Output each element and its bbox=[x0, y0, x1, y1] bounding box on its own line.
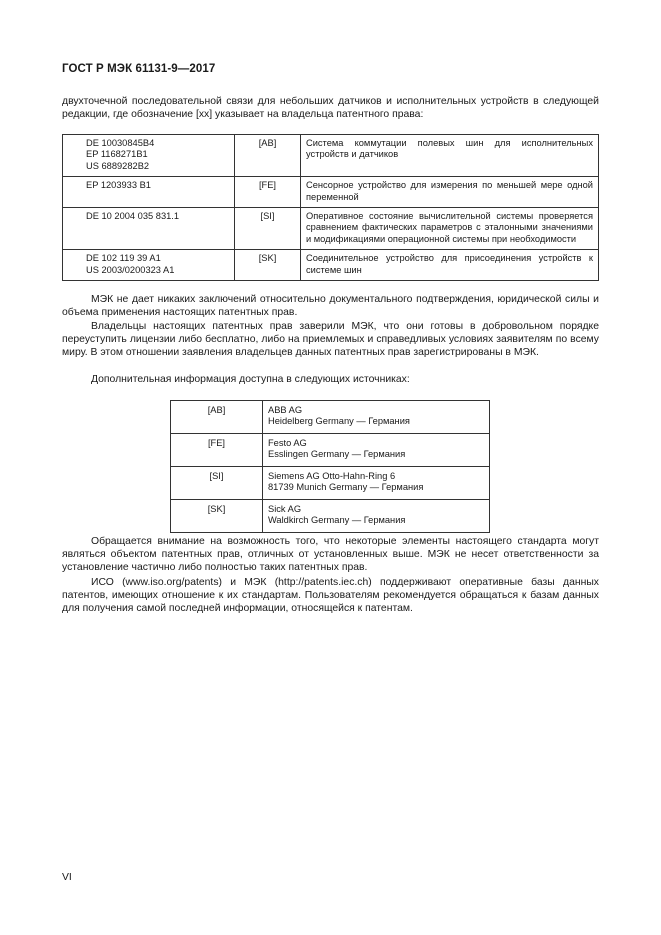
intro-paragraph: двухточечной последовательной связи для небольших датчиков и исполнительных устройств в следующей редакции, где обозначение [xx] указывает на владельца патентного права: bbox=[62, 96, 599, 121]
patent-description: Оперативное состояние вычислительной системы проверяется сравнением фактических параметров с эталонными значениями и модификациями операционной системы при необходимости bbox=[301, 208, 599, 250]
holder-code: [SI] bbox=[235, 208, 301, 250]
sources-paragraph: Дополнительная информация доступна в следующих источниках: bbox=[91, 374, 410, 385]
patent-numbers-cell bbox=[63, 250, 235, 281]
holder-code: [FE] bbox=[235, 177, 301, 208]
holder-name: Sick AG bbox=[268, 504, 302, 514]
table-row bbox=[171, 500, 490, 533]
holder-code: [SI] bbox=[171, 467, 263, 500]
databases-paragraph: ИСО (www.iso.org/patents) и МЭК (http://patents.iec.ch) поддерживают оперативные базы данных патентов, имеющих отношение к их стандартам. Пользователям рекомендуется обращаться к базам данных для получения самой последней информации, относящейся к патентам. bbox=[62, 577, 599, 615]
patent-number: DE 10030845B4 bbox=[86, 138, 155, 148]
patent-number: US 6889282B2 bbox=[86, 160, 150, 171]
patent-number: EP 1203933 B1 bbox=[86, 180, 151, 191]
patent-numbers-cell bbox=[63, 208, 235, 250]
holder-address bbox=[263, 467, 490, 500]
holder-code: [FE] bbox=[171, 434, 263, 467]
patent-description: Сенсорное устройство для измерения по меньшей мере одной переменной bbox=[301, 177, 599, 208]
table-row bbox=[171, 401, 490, 434]
patent-number: DE 10 2004 035 831.1 bbox=[86, 211, 180, 222]
page-header: ГОСТ Р МЭК 61131-9—2017 bbox=[62, 63, 216, 75]
patent-table bbox=[62, 134, 599, 281]
holder-table bbox=[170, 400, 490, 533]
patent-numbers-cell bbox=[63, 177, 235, 208]
holder-name: Festo AG bbox=[268, 438, 307, 448]
holder-code: [SK] bbox=[171, 500, 263, 533]
patent-description: Соединительное устройство для присоединения устройств к системе шин bbox=[301, 250, 599, 281]
holder-name: ABB AG bbox=[268, 405, 303, 415]
holder-location: Esslingen Germany — Германия bbox=[268, 449, 406, 460]
holder-code: [SK] bbox=[235, 250, 301, 281]
holder-location: Heidelberg Germany — Германия bbox=[268, 416, 410, 427]
holder-name: Siemens AG Otto-Hahn-Ring 6 bbox=[268, 471, 396, 481]
holder-address bbox=[263, 401, 490, 434]
licensing-paragraph: Владельцы настоящих патентных прав заверили МЭК, что они готовы в добровольном порядке переуступить лицензии либо бесплатно, либо на приемлемых и справедливых условиях заявителям по всему миру. В этом отношении заявления владельцев данных патентных прав зарегистрированы в МЭК. bbox=[62, 321, 599, 359]
holder-code: [AB] bbox=[171, 401, 263, 434]
holder-address bbox=[263, 500, 490, 533]
table-row bbox=[63, 250, 599, 281]
patent-notice-paragraph: Обращается внимание на возможность того, что некоторые элементы настоящего стандарта могут являться объектом патентных прав, отличных от установленных выше. МЭК не несет ответственности за установление частично либо полностью таких патентных прав. bbox=[62, 536, 599, 574]
table-row bbox=[63, 208, 599, 250]
patent-description: Система коммутации полевых шин для исполнительных устройств и датчиков bbox=[301, 135, 599, 177]
holder-location: 81739 Munich Germany — Германия bbox=[268, 482, 424, 493]
patent-number: EP 1168271B1 bbox=[86, 149, 148, 160]
disclaimer-paragraph: МЭК не дает никаких заключений относительно документального подтверждения, юридической силы и объема применения настоящих патентных прав. bbox=[62, 294, 599, 319]
table-row bbox=[63, 135, 599, 177]
holder-code: [AB] bbox=[235, 135, 301, 177]
holder-location: Waldkirch Germany — Германия bbox=[268, 515, 406, 526]
holder-address bbox=[263, 434, 490, 467]
page-number: VI bbox=[62, 872, 72, 883]
table-row bbox=[63, 177, 599, 208]
patent-number: DE 102 119 39 A1 bbox=[86, 253, 161, 264]
table-row bbox=[171, 434, 490, 467]
table-row bbox=[171, 467, 490, 500]
patent-numbers-cell bbox=[63, 135, 235, 177]
patent-number: US 2003/0200323 A1 bbox=[86, 264, 175, 275]
